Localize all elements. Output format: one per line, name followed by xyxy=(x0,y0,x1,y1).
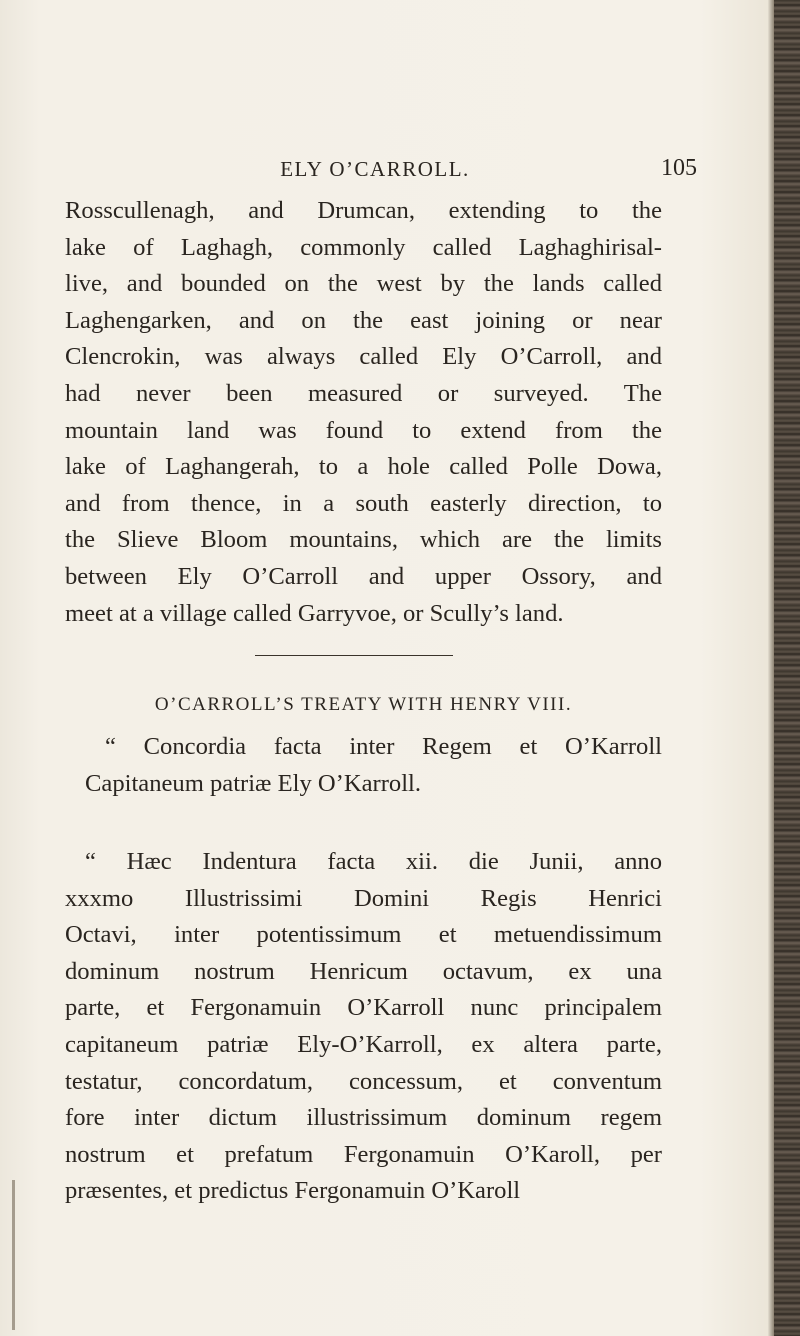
paragraph-1 xyxy=(65,193,662,632)
text-line: Clencrokin, was always called Ely O’Carroll, and xyxy=(65,343,662,371)
text-line: dominum nostrum Henricum octavum, ex una xyxy=(65,957,662,985)
text-line: capitaneum patriæ Ely-O’Karroll, ex altera parte, xyxy=(65,1030,662,1058)
text-line: live, and bounded on the west by the lands called xyxy=(65,270,662,298)
text-line: had never been measured or surveyed. The xyxy=(65,379,662,407)
text-line: Laghengarken, and on the east joining or near xyxy=(65,306,662,334)
text-line: lake of Laghangerah, to a hole called Polle Dowa, xyxy=(65,453,662,481)
text-line: parte, et Fergonamuin O’Karroll nunc principalem xyxy=(65,994,662,1022)
text-line: mountain land was found to extend from the xyxy=(65,416,662,444)
text-line: Capitaneum patriæ Ely O’Karroll. xyxy=(85,769,422,797)
text-line: Rosscullenagh, and Drumcan, extending to the xyxy=(65,197,662,224)
text-line: between Ely O’Carroll and upper Ossory, and xyxy=(65,562,662,590)
text-line: “ Concordia facta inter Regem et O’Karroll xyxy=(105,733,662,760)
text-line: nostrum et prefatum Fergonamuin O’Karoll, per xyxy=(65,1140,662,1168)
running-head: ELY O’CARROLL. xyxy=(280,157,470,181)
paragraph-3 xyxy=(65,844,662,1210)
section-divider xyxy=(255,655,453,656)
text-line: “ Hæc Indentura facta xii. die Junii, anno xyxy=(85,848,662,875)
text-line: xxxmo Illustrissimi Domini Regis Henrici xyxy=(65,884,662,912)
margin-mark xyxy=(12,1180,15,1330)
text-line: testatur, concordatum, concessum, et conventum xyxy=(65,1067,662,1095)
page-header xyxy=(65,157,725,187)
text-line: præsentes, et predictus Fergonamuin O’Karoll xyxy=(65,1177,521,1205)
page-number: 105 xyxy=(661,155,697,181)
book-binding xyxy=(774,0,800,1336)
section-heading: O’CARROLL’S TREATY WITH HENRY VIII. xyxy=(154,694,573,715)
paragraph-2 xyxy=(65,729,662,802)
text-line: and from thence, in a south easterly direction, to xyxy=(65,489,662,517)
text-line: Octavi, inter potentissimum et metuendissimum xyxy=(65,921,662,949)
text-line: meet at a village called Garryvoe, or Scully’s land. xyxy=(65,599,564,627)
text-line: the Slieve Bloom mountains, which are the limits xyxy=(65,526,662,554)
text-line: fore inter dictum illustrissimum dominum regem xyxy=(65,1104,662,1132)
text-line: lake of Laghagh, commonly called Laghaghirisal- xyxy=(65,233,662,261)
